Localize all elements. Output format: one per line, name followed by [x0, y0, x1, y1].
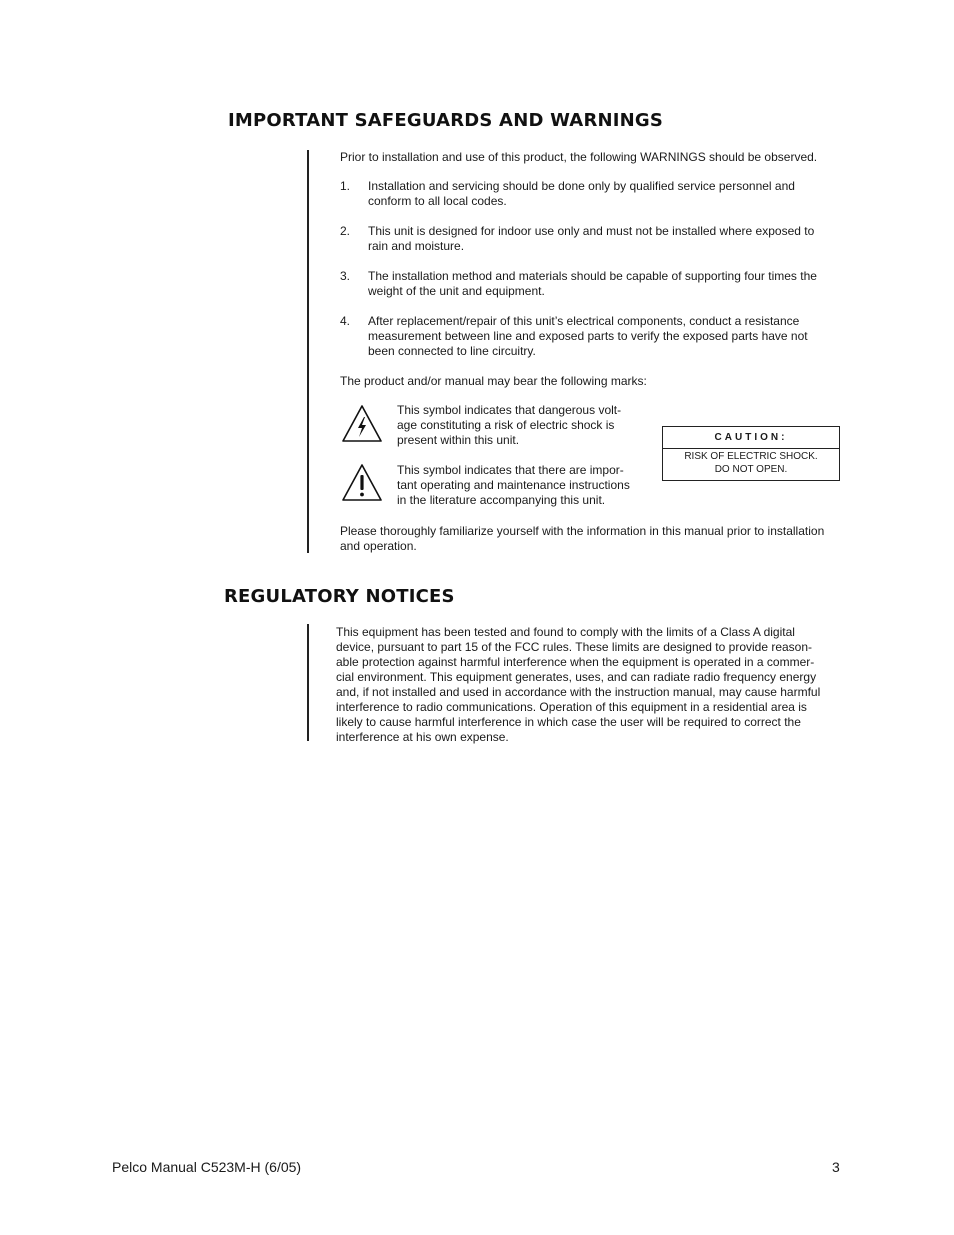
caution-body	[663, 449, 839, 476]
list-line: After replacement/repair of this unit’s electrical components, conduct a resistance	[368, 314, 800, 328]
lightning-warning-icon	[341, 403, 383, 445]
paragraph-line: interference to radio communications. Operation of this equipment in a residential area is	[336, 700, 807, 714]
caution-line: DO NOT OPEN.	[714, 464, 788, 475]
paragraph-line: able protection against harmful interference when the equipment is operated in a commer-	[336, 655, 815, 669]
section-rule	[307, 150, 309, 553]
symbol-line: age constituting a risk of electric shock is	[397, 418, 615, 432]
safeguards-intro: Prior to installation and use of this product, the following WARNINGS should be observed.	[340, 150, 818, 164]
caution-heading: CAUTION:	[663, 427, 839, 449]
list-line: been connected to line circuitry.	[368, 344, 536, 358]
list-line: rain and moisture.	[368, 239, 465, 253]
closing-line: Please thoroughly familiarize yourself with the information in this manual prior to installation	[340, 524, 825, 538]
list-line: weight of the unit and equipment.	[368, 284, 545, 298]
list-number: 3.	[340, 269, 351, 283]
page-number: 3	[832, 1159, 840, 1175]
caution-box	[662, 426, 840, 481]
footer-manual: Pelco Manual C523M-H (6/05)	[112, 1159, 302, 1175]
symbol-line: tant operating and maintenance instructions	[397, 478, 630, 492]
regulatory-title: REGULATORY NOTICES	[224, 586, 455, 607]
paragraph-line: cial environment. This equipment generates, uses, and can radiate radio frequency energy	[336, 670, 817, 684]
caution-line: RISK OF ELECTRIC SHOCK.	[684, 451, 818, 462]
closing-line: and operation.	[340, 539, 417, 553]
list-line: The installation method and materials should be capable of supporting four times the	[368, 269, 817, 283]
symbol-line: in the literature accompanying this unit.	[397, 493, 606, 507]
list-line: This unit is designed for indoor use only and must not be installed where exposed to	[368, 224, 815, 238]
symbol-line: This symbol indicates that dangerous volt-	[397, 403, 622, 417]
list-line: measurement between line and exposed parts to verify the exposed parts have not	[368, 329, 808, 343]
section-rule	[307, 624, 309, 741]
safeguards-title: IMPORTANT SAFEGUARDS AND WARNINGS	[228, 110, 664, 131]
list-line: conform to all local codes.	[368, 194, 507, 208]
list-number: 2.	[340, 224, 351, 238]
symbol-line: present within this unit.	[397, 433, 520, 447]
list-line: Installation and servicing should be done only by qualified service personnel and	[368, 179, 795, 193]
paragraph-line: likely to cause harmful interference in which case the user will be required to correct the	[336, 715, 801, 729]
list-number: 4.	[340, 314, 351, 328]
list-number: 1.	[340, 179, 351, 193]
marks-intro: The product and/or manual may bear the following marks:	[340, 374, 647, 388]
symbol-line: This symbol indicates that there are impor-	[397, 463, 624, 477]
paragraph-line: and, if not installed and used in accordance with the instruction manual, may cause harmful	[336, 685, 821, 699]
paragraph-line: device, pursuant to part 15 of the FCC rules. These limits are designed to provide reason-	[336, 640, 813, 654]
paragraph-line: This equipment has been tested and found to comply with the limits of a Class A digital	[336, 625, 795, 639]
paragraph-line: interference at his own expense.	[336, 730, 509, 744]
exclamation-warning-icon	[341, 462, 383, 504]
